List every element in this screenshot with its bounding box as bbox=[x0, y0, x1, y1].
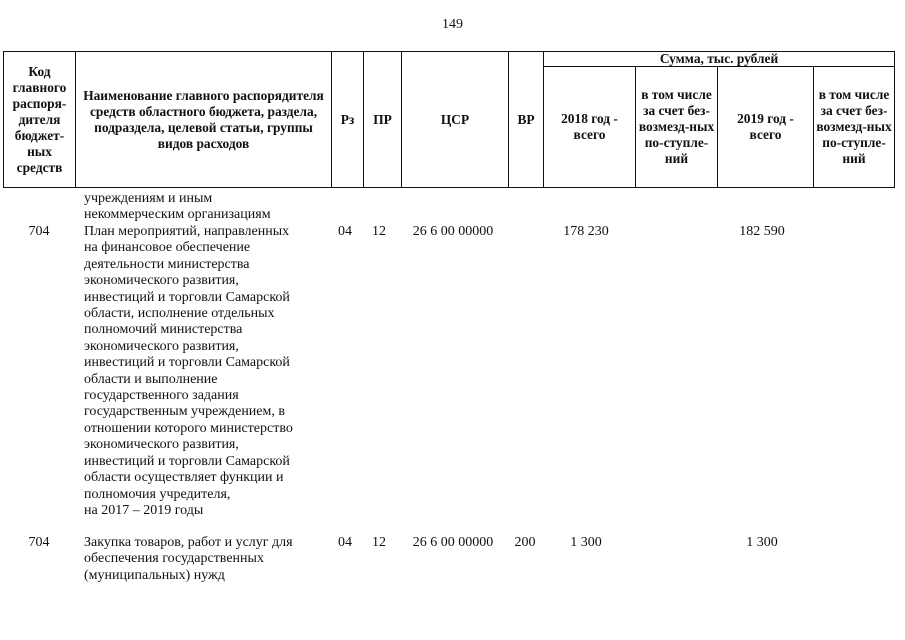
header-2018-total: 2018 год - всего bbox=[544, 67, 636, 188]
row-name-line: инвестиций и торговли Самарской bbox=[84, 355, 290, 371]
row-name-line: области осуществляет функции и bbox=[84, 470, 284, 486]
header-2018-free: в том числе за счет без-возмезд-ных по-ступле-ний bbox=[636, 67, 718, 188]
row-name-line: (муниципальных) нужд bbox=[84, 567, 225, 583]
row-name-line: на 2017 – 2019 годы bbox=[84, 502, 204, 518]
row-2018-total: 178 230 bbox=[563, 224, 609, 239]
header-2019-total: 2019 год - всего bbox=[718, 67, 814, 188]
header-vr: ВР bbox=[509, 52, 544, 188]
row-name-line: государственным учреждением, в bbox=[84, 404, 285, 420]
header-name: Наименование главного распорядителя средств областного бюджета, раздела, подраздела, целевой статьи, группы видов расходов bbox=[76, 52, 332, 188]
table-header bbox=[3, 51, 895, 188]
row-name-line: Закупка товаров, работ и услуг для bbox=[84, 535, 293, 550]
row-csr: 26 6 00 00000 bbox=[412, 535, 494, 550]
continuation-text bbox=[84, 191, 334, 224]
row-pr: 12 bbox=[372, 224, 386, 239]
header-code: Код главного распоря-дителя бюджет-ных средств bbox=[4, 52, 76, 188]
row-name bbox=[84, 535, 334, 584]
header-pr: ПР bbox=[364, 52, 402, 188]
row-rz: 04 bbox=[338, 535, 352, 550]
row-csr: 26 6 00 00000 bbox=[412, 224, 494, 239]
row-name-line: инвестиций и торговли Самарской bbox=[84, 289, 290, 305]
row-name-line: государственного задания bbox=[84, 388, 239, 404]
header-rz: Рз bbox=[332, 52, 364, 188]
row-name-line: План мероприятий, направленных bbox=[84, 224, 290, 239]
row-name-line: на финансовое обеспечение bbox=[84, 240, 251, 256]
row-2019-total: 182 590 bbox=[739, 224, 785, 239]
row-name-line: отношении которого министерство bbox=[84, 420, 293, 436]
header-csr: ЦСР bbox=[402, 52, 509, 188]
row-name-line: деятельности министерства bbox=[84, 256, 250, 272]
header-sum-group: Сумма, тыс. рублей bbox=[544, 52, 895, 67]
row-name-line: области, исполнение отдельных bbox=[84, 306, 275, 322]
row-vr: 200 bbox=[514, 535, 536, 550]
row-name-line: инвестиций и торговли Самарской bbox=[84, 453, 290, 469]
page-number: 149 bbox=[442, 17, 463, 32]
row-name-line: экономического развития, bbox=[84, 273, 239, 289]
row-rz: 04 bbox=[338, 224, 352, 239]
row-name-line: области и выполнение bbox=[84, 371, 218, 387]
row-name-line: экономического развития, bbox=[84, 437, 239, 453]
row-2018-total: 1 300 bbox=[570, 535, 602, 550]
continuation-line: некоммерческим организациям bbox=[84, 207, 271, 223]
row-code: 704 bbox=[28, 224, 50, 239]
row-name-line: полномочий министерства bbox=[84, 322, 243, 338]
continuation-line: учреждениям и иным bbox=[84, 191, 213, 206]
header-2019-free: в том числе за счет без-возмезд-ных по-ступле-ний bbox=[814, 67, 895, 188]
row-2019-total: 1 300 bbox=[746, 535, 778, 550]
row-code: 704 bbox=[28, 535, 50, 550]
row-name-line: экономического развития, bbox=[84, 338, 239, 354]
row-pr: 12 bbox=[372, 535, 386, 550]
row-name bbox=[84, 224, 334, 519]
row-name-line: обеспечения государственных bbox=[84, 551, 264, 567]
row-name-line: полномочия учредителя, bbox=[84, 486, 231, 502]
